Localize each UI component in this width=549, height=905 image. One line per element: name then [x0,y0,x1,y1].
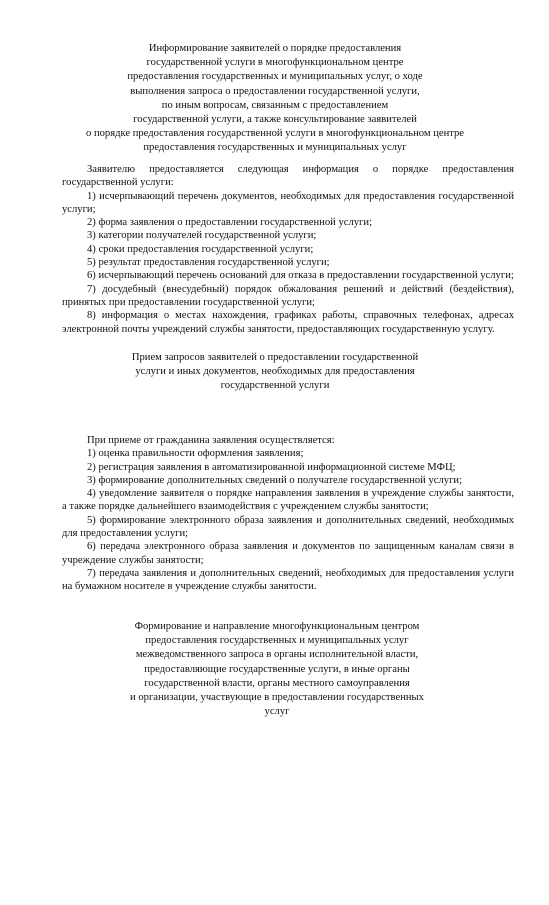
section-intro: При приеме от гражданина заявления осуществляется: [87,435,335,446]
list-item: 6) исчерпывающий перечень оснований для отказа в предоставлении государственной услуги; [87,270,514,282]
heading-line: Формирование и направление многофункциональным центром [134,621,420,632]
list-item: 7) передача заявления и дополнительных сведений, необходимых для предоставления услуги на бумажном носителе в учреждение службы занятости. [62,567,514,593]
heading-informing-applicants [60,42,490,156]
section-information-provided [62,163,514,336]
list-item: 6) передача электронного образа заявления и документов по защищенным каналам связи в учреждение службы занятости; [62,541,514,566]
heading-line: услуги и иных документов, необходимых для предоставления [135,366,415,378]
list-item: 7) досудебный (внесудебный) порядок обжалования решений и действий (бездействия), принятых при предоставлении государственной услуги; [62,283,514,308]
heading-line: государственной услуги в многофункциональном центре [146,57,404,69]
list-item: 5) результат предоставления государственной услуги; [87,257,330,269]
heading-line: государственной услуги [220,380,330,392]
section-application-reception [62,434,514,594]
list-item: 2) форма заявления о предоставлении государственной услуги; [87,217,373,229]
heading-line: предоставления государственных и муниципальных услуг [145,635,409,647]
heading-line: выполнения запроса о предоставлении государственной услуги, [130,85,420,97]
list-item: 3) категории получателей государственной услуги; [87,230,317,242]
heading-line: предоставляющие государственные услуги, в иные органы [144,663,410,675]
heading-line: предоставления государственных и муниципальных услуг [143,142,407,154]
heading-line: государственной власти, органы местного самоуправления [144,677,410,689]
list-item: 4) уведомление заявителя о порядке направления заявления в учреждение службы занятости, а также порядке дальнейшего взаимодействия с учреждением службы занятости; [62,488,514,513]
heading-line: предоставления государственных и муниципальных услуг, о ходе [127,71,423,83]
heading-line: и организации, участвующие в предоставлении государственных [130,692,424,704]
list-item: 8) информация о местах нахождения, графиках работы, справочных телефонах, адресах электронной почты учреждений службы занятости, предоставляющих государственную услугу. [62,310,514,335]
list-item: 2) регистрация заявления в автоматизированной информационной системе МФЦ; [87,461,456,473]
list-item: 3) формирование дополнительных сведений о получателе государственной услуги; [87,474,463,486]
list-item: 4) сроки предоставления государственной услуги; [87,243,314,255]
heading-receiving-requests [70,351,480,394]
heading-line: по иным вопросам, связанным с предоставлением [161,99,389,111]
list-item: 5) формирование электронного образа заявления и дополнительных сведений, необходимых для предоставления услуги; [62,514,514,540]
heading-line: о порядке предоставления государственной услуги в многофункциональном центре [86,128,464,140]
heading-line: межведомственного запроса в органы исполнительной власти, [135,649,419,661]
list-item: 1) оценка правильности оформления заявления; [87,448,304,460]
heading-line: Прием запросов заявителей о предоставлении государственной [131,352,419,363]
list-item: 1) исчерпывающий перечень документов, необходимых для предоставления государственной услуги; [62,190,514,215]
heading-line: государственной услуги, а также консультирование заявителей [133,114,417,126]
heading-line: услуг [264,706,290,718]
heading-interagency-request [72,620,482,719]
heading-line: Информирование заявителей о порядке предоставления [148,43,402,54]
section-intro: Заявителю предоставляется следующая информация о порядке предоставления государственной услуги: [62,164,514,189]
